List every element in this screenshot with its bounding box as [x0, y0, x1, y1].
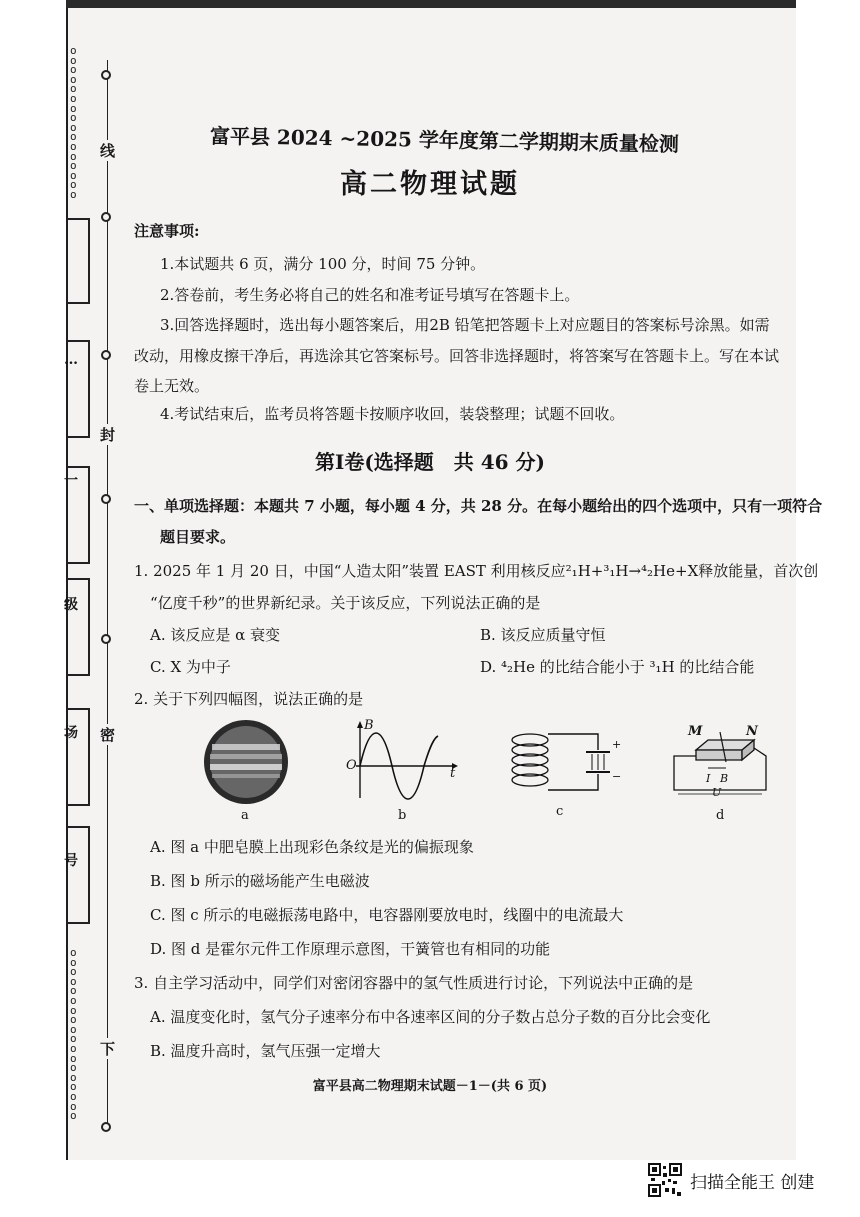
- hall-label-m: M: [688, 724, 703, 739]
- svg-text:+: +: [612, 738, 622, 751]
- qr-code-icon: [648, 1163, 682, 1197]
- margin-dots-top: oooooooooooooooo: [70, 44, 77, 201]
- notice-item: 卷上无效。: [134, 377, 210, 395]
- section-title: 第Ⅰ卷(选择题 共 46 分): [314, 450, 546, 474]
- exam-title: 富平县 2024 ~2025 学年度第二学期期末质量检测: [209, 124, 680, 157]
- section-instruction: 一、单项选择题：本题共 7 小题，每小题 4 分，共 28 分。在每小题给出的四个选项中，只有一项符合: [134, 497, 823, 515]
- binding-label-seal: 封: [100, 426, 116, 444]
- hall-label-b: B: [720, 772, 729, 785]
- svg-text:−: −: [612, 770, 622, 783]
- page-footer: 富平县高二物理期末试题－1－(共 6 页): [312, 1079, 548, 1094]
- binding-circle: [101, 212, 111, 222]
- binding-circle: [101, 350, 111, 360]
- question-1-stem: “亿度千秒”的世界新纪录。关于该反应，下列说法正确的是: [150, 594, 541, 612]
- binding-label-down: 下: [100, 1040, 116, 1058]
- nuclear-reaction: ²₁H+³₁H→⁴₂He+X: [565, 562, 699, 580]
- info-box: [66, 218, 90, 304]
- notice-item: 3.回答选择题时，选出每小题答案后，用2B 铅笔把答题卡上对应题目的答案标号涂黑。如需: [160, 316, 770, 334]
- question-3-option-b: B. 温度升高时，氢气压强一定增大: [150, 1042, 381, 1060]
- binding-circle: [101, 634, 111, 644]
- graph-origin-label: O: [346, 758, 357, 773]
- subject-title: 高二物理试题: [340, 169, 520, 200]
- question-2-option-a: A. 图 a 中肥皂膜上出现彩色条纹是光的偏振现象: [150, 838, 474, 856]
- question-1-stem-part: 释放能量，首次创: [698, 562, 819, 580]
- question-3-stem: 3. 自主学习活动中，同学们对密闭容器中的氢气性质进行讨论，下列说法中正确的是: [134, 974, 694, 992]
- question-1-stem: [134, 560, 818, 581]
- notice-item: 2.答卷前，考生务必将自己的姓名和准考证号填写在答题卡上。: [160, 286, 580, 304]
- soap-film-figure: [200, 718, 292, 806]
- figure-d-label: d: [716, 808, 725, 823]
- graph-x-axis-label: t: [450, 766, 456, 781]
- hall-label-u: U: [712, 786, 722, 799]
- question-2-stem: 2. 关于下列四幅图，说法正确的是: [134, 690, 364, 708]
- question-1-option-b: B. 该反应质量守恒: [480, 626, 606, 644]
- info-box-label: 一: [64, 473, 78, 489]
- info-box-label: 级: [64, 597, 78, 613]
- figure-a-label: a: [241, 808, 249, 823]
- notice-item: 改动，用橡皮擦干净后，再选涂其它答案标号。回答非选择题时，将答案写在答题卡上。写在本试: [134, 347, 780, 365]
- question-1-option-a: A. 该反应是 α 衰变: [150, 626, 281, 644]
- question-2-option-d: D. 图 d 是霍尔元件工作原理示意图，干簧管也有相同的功能: [150, 940, 551, 958]
- sine-graph-figure: [340, 718, 460, 804]
- question-1-option-c: C. X 为中子: [150, 658, 231, 676]
- figure-c-label: c: [556, 804, 564, 819]
- margin-dots-bottom: oooooooooooooooooo: [70, 946, 77, 1123]
- figure-b-label: b: [398, 808, 407, 823]
- notice-heading: 注意事项:: [134, 222, 200, 240]
- question-2-option-b: B. 图 b 所示的磁场能产生电磁波: [150, 872, 370, 890]
- info-box: [66, 578, 90, 676]
- binding-circle: [101, 70, 111, 80]
- info-box-label: …: [64, 352, 78, 368]
- scanner-watermark: [648, 1163, 814, 1197]
- question-1-option-d: D. ⁴₂He 的比结合能小于 ³₁H 的比结合能: [480, 658, 755, 676]
- question-2-option-c: C. 图 c 所示的电磁振荡电路中，电容器刚要放电时，线圈中的电流最大: [150, 906, 624, 924]
- info-box-label: 号: [64, 853, 78, 869]
- question-1-stem-part: 1. 2025 年 1 月 20 日，中国“人造太阳”装置 EAST 利用核反应: [134, 562, 566, 580]
- hall-element-figure: [668, 728, 778, 802]
- hall-label-i: I: [706, 772, 711, 785]
- binding-circle: [101, 494, 111, 504]
- info-box-label: 场: [64, 725, 78, 741]
- hall-label-n: N: [746, 724, 758, 739]
- notice-item: 1.本试题共 6 页，满分 100 分，时间 75 分钟。: [160, 255, 486, 273]
- watermark-text: 扫描全能王 创建: [690, 1172, 815, 1193]
- graph-y-axis-label: B: [364, 718, 374, 733]
- question-3-option-a: A. 温度变化时，氢气分子速率分布中各速率区间的分子数占总分子数的百分比会变化: [150, 1008, 711, 1026]
- binding-circle: [101, 1122, 111, 1132]
- binding-label-secret: 密: [100, 726, 116, 744]
- section-instruction: 题目要求。: [160, 528, 236, 546]
- lc-circuit-figure: [508, 722, 622, 802]
- binding-label-line: 线: [100, 142, 116, 160]
- info-box: [66, 826, 90, 924]
- notice-item: 4.考试结束后，监考员将答题卡按顺序收回，装袋整理；试题不回收。: [160, 405, 625, 423]
